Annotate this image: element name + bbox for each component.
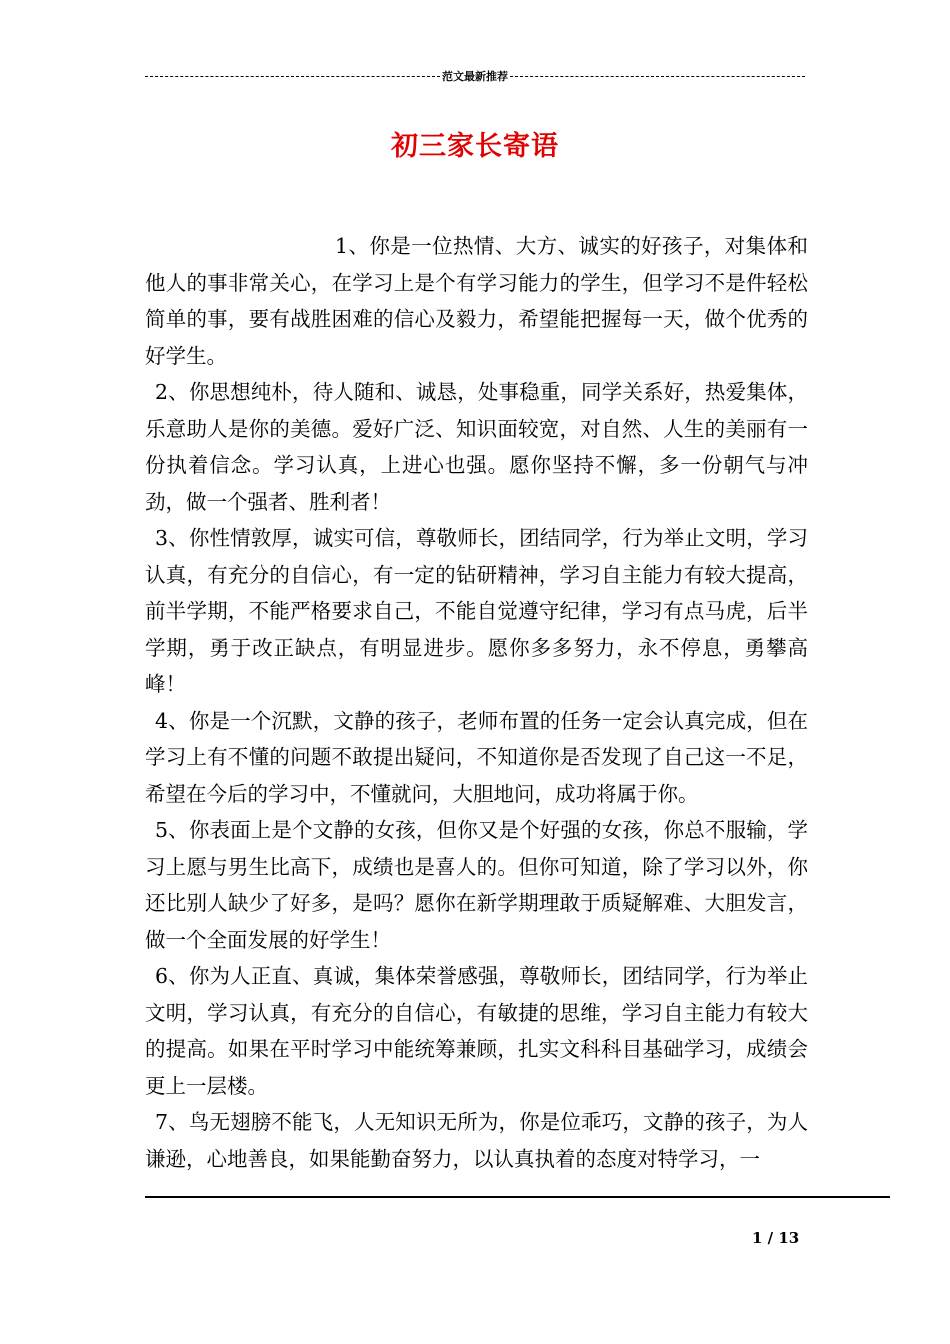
header-text: 范文最新推荐 bbox=[442, 71, 508, 83]
paragraph-3: 3、你性情敦厚，诚实可信，尊敬师长，团结同学，行为举止文明，学习认真，有充分的自信心，有一定的钻研精神，学习自主能力有较大提高，前半学期，不能严格要求自己，不能自觉遵守纪律，学习有点马虎，后半学期，勇于改正缺点，有明显进步。愿你多多努力，永不停息，勇攀高峰！ bbox=[145, 526, 808, 696]
header-dashed-rule-left bbox=[145, 76, 440, 77]
paragraph-4: 4、你是一个沉默，文静的孩子，老师布置的任务一定会认真完成，但在学习上有不懂的问题不敢提出疑问，不知道你是否发现了自己这一不足，希望在今后的学习中，不懂就问，大胆地问，成功将属于你。 bbox=[145, 708, 808, 806]
paragraph-2: 2、你思想纯朴，待人随和、诚恳，处事稳重，同学关系好，热爱集体，乐意助人是你的美德。爱好广泛、知识面较宽，对自然、人生的美丽有一份执着信念。学习认真，上进心也强。愿你坚持不懈，多一份朝气与冲劲，做一个强者、胜利者！ bbox=[145, 380, 808, 514]
paragraph-6: 6、你为人正直、真诚，集体荣誉感强，尊敬师长，团结同学，行为举止文明，学习认真，有充分的自信心，有敏捷的思维，学习自主能力有较大的提高。如果在平时学习中能统筹兼顾，扎实文科科目基础学习，成绩会更上一层楼。 bbox=[145, 964, 808, 1098]
document-body bbox=[145, 228, 808, 1177]
paragraph-7: 7、鸟无翅膀不能飞，人无知识无所为，你是位乖巧，文静的孩子，为人谦逊，心地善良，如果能勤奋努力，以认真执着的态度对特学习，一 bbox=[145, 1110, 808, 1171]
paragraph-1: 1、你是一位热情、大方、诚实的好孩子，对集体和他人的事非常关心，在学习上是个有学习能力的学生，但学习不是件轻松简单的事，要有战胜困难的信心及毅力，希望能把握每一天，做个优秀的好学生。 bbox=[145, 234, 808, 368]
document-title: 初三家长寄语 bbox=[391, 131, 559, 162]
paragraph-5: 5、你表面上是个文静的女孩，但你又是个好强的女孩，你总不服输，学习上愿与男生比高下，成绩也是喜人的。但你可知道，除了学习以外，你还比别人缺少了好多，是吗？愿你在新学期理敢于质疑解难、大胆发言，做一个全面发展的好学生！ bbox=[145, 818, 808, 952]
page-header bbox=[145, 68, 805, 84]
page-number: 1 / 13 bbox=[752, 1229, 800, 1247]
header-dashed-rule-right bbox=[510, 76, 805, 77]
footer-rule bbox=[145, 1196, 890, 1198]
